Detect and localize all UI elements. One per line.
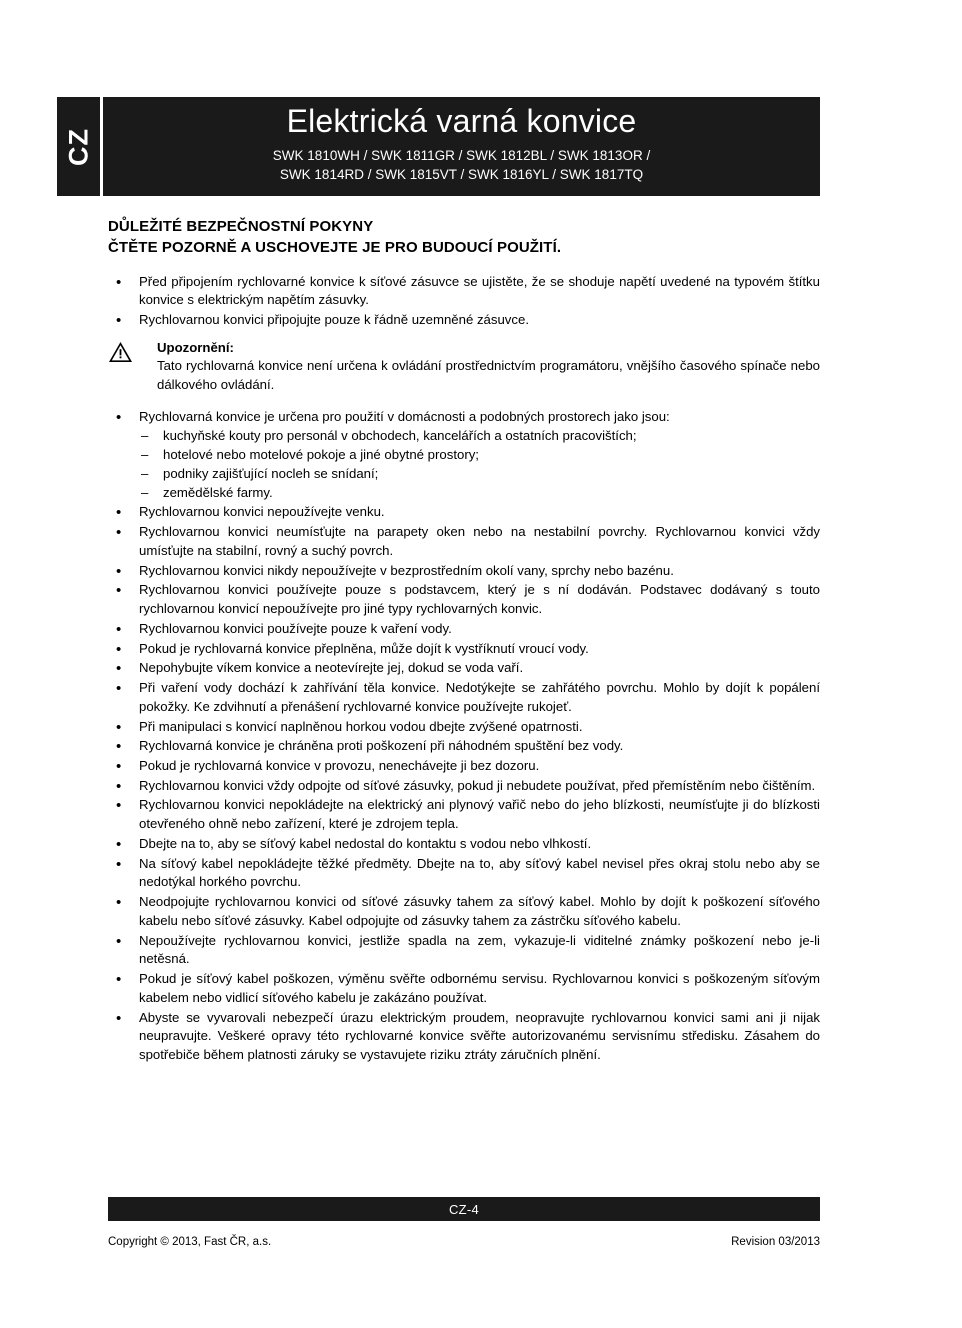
footer-metadata <box>108 1236 820 1248</box>
list-item: • Pokud je síťový kabel poškozen, výměnu svěřte odbornému servisu. Rychlovarnou konvici s poškozeným síťovým kabelem nebo vidlicí síťového kabelu je zakázáno používat. <box>108 970 820 1007</box>
list-item: • Rychlovarnou konvici neumísťujte na parapety oken nebo na nestabilní povrchy. Rychlovarnou konvici vždy umísťujte na stabilní, rovný a suchý povrch. <box>108 523 820 560</box>
list-item: • Na síťový kabel nepokládejte těžké předměty. Dbejte na to, aby síťový kabel nevisel přes okraj stolu nebo aby se nedotýkal horkého povrchu. <box>108 855 820 892</box>
list-item: – hotelové nebo motelové pokoje a jiné obytné prostory; <box>139 446 820 465</box>
section-heading-line-1: DŮLEŽITÉ BEZPEČNOSTNÍ POKYNY <box>108 218 374 235</box>
list-item: • Rychlovarná konvice je určena pro použití v domácnosti a podobných prostorech jako jsou: <box>108 408 820 427</box>
warning-title: Upozornění: <box>157 339 234 355</box>
page-number-bar <box>108 1197 820 1221</box>
list-item: • Rychlovarnou konvici připojujte pouze k řádně uzemněné zásuvce. <box>108 311 820 330</box>
header-text-block <box>103 97 820 196</box>
revision-text: Revision 03/2013 <box>731 1236 820 1248</box>
list-item: • Pokud je rychlovarná konvice přeplněna, může dojít k vystříknutí vroucí vody. <box>108 640 820 659</box>
language-tab-label: CZ <box>63 127 93 166</box>
list-item: – podniky zajišťující nocleh se snídaní; <box>139 465 820 484</box>
page-number-label: CZ-4 <box>448 1201 480 1217</box>
warning-triangle-icon <box>108 341 133 363</box>
list-item: • Rychlovarná konvice je chráněna proti poškození při náhodném spuštění bez vody. <box>108 737 820 756</box>
sublist-container <box>108 427 820 502</box>
list-item: • Neodpojujte rychlovarnou konvici od síťové zásuvky tahem za síťový kabel. Mohlo by dojít k poškození síťového kabelu nebo síťové zásuvky. Kabel odpojujte od zásuvky tahem za zástrčku síťového kabelu. <box>108 893 820 930</box>
list-item: – kuchyňské kouty pro personál v obchodech, kancelářích a ostatních pracovištích; <box>139 427 820 446</box>
safety-bullets-top <box>108 273 820 330</box>
usage-sublist <box>139 427 820 502</box>
list-item: • Dbejte na to, aby se síťový kabel nedostal do kontaktu s vodou nebo vlhkostí. <box>108 835 820 854</box>
list-item: • Pokud je rychlovarná konvice v provozu, nenechávejte ji bez dozoru. <box>108 757 820 776</box>
warning-text: Tato rychlovarná konvice není určena k ovládání prostřednictvím programátoru, vnějšího časového spínače nebo dálkového ovládání. <box>157 358 820 393</box>
page-title: Elektrická varná konvice <box>286 103 637 140</box>
list-item: • Abyste se vyvarovali nebezpečí úrazu elektrickým proudem, neopravujte rychlovarnou konvici sami ani ji nijak neupravujte. Veškeré opravy této rychlovarné konvice svěřte autorizovanému servisnímu středisku. Zásahem do spotřebiče během platnosti záruky se vystavujete riziku ztráty záručních plnění. <box>108 1009 820 1065</box>
section-heading <box>108 216 820 259</box>
list-item: • Nepohybujte víkem konvice a neotevírejte jej, dokud se voda vaří. <box>108 659 820 678</box>
model-list-line-1: SWK 1810WH / SWK 1811GR / SWK 1812BL / SWK 1813OR / <box>272 147 651 163</box>
list-item: • Rychlovarnou konvici nepoužívejte venku. <box>108 503 820 522</box>
list-item: • Rychlovarnou konvici používejte pouze s podstavcem, který je s ní dodáván. Podstavec dodávaný s touto rychlovarnou konvicí nepoužívejte pro jiné typy rychlovarných konvic. <box>108 581 820 618</box>
model-list <box>273 146 650 185</box>
list-item: • Nepoužívejte rychlovarnou konvici, jestliže spadla na zem, vykazuje-li viditelné známky poškození nebo je-li netěsná. <box>108 932 820 969</box>
page-header-banner <box>57 97 820 196</box>
list-item: • Při manipulaci s konvicí naplněnou horkou vodou dbejte zvýšené opatrnosti. <box>108 718 820 737</box>
model-list-line-2: SWK 1814RD / SWK 1815VT / SWK 1816YL / SWK 1817TQ <box>279 167 644 183</box>
list-item: • Před připojením rychlovarné konvice k síťové zásuvce se ujistěte, že se shoduje napětí uvedené na typovém štítku konvice s elektrickým napětím zásuvky. <box>108 273 820 310</box>
safety-bullets-main <box>108 408 820 1065</box>
list-item: • Rychlovarnou konvici nepokládejte na elektrický ani plynový vařič nebo do jeho blízkosti, neumísťujte ji do blízkosti otevřeného ohně nebo zařízení, které je zdrojem tepla. <box>108 796 820 833</box>
document-body <box>108 216 820 1066</box>
warning-block <box>108 339 820 395</box>
language-tab <box>57 97 103 196</box>
section-heading-line-2: ČTĚTE POZORNĚ A USCHOVEJTE JE PRO BUDOUCÍ POUŽITÍ. <box>108 239 562 257</box>
list-item: • Rychlovarnou konvici používejte pouze k vaření vody. <box>108 620 820 639</box>
list-item: • Při vaření vody dochází k zahřívání těla konvice. Nedotýkejte se zahřátého povrchu. Mohlo by dojít k popálení pokožky. Ke zdvihnutí a přenášení rychlovarné konvice používejte rukojeť. <box>108 679 820 716</box>
list-item: • Rychlovarnou konvici nikdy nepoužívejte v bezprostředním okolí vany, sprchy nebo bazénu. <box>108 562 820 581</box>
list-item: – zemědělské farmy. <box>139 484 820 503</box>
list-item: • Rychlovarnou konvici vždy odpojte od síťové zásuvky, pokud ji nebudete používat, před přemístěním nebo čištěním. <box>108 777 820 796</box>
copyright-text: Copyright © 2013, Fast ČR, a.s. <box>108 1236 272 1248</box>
